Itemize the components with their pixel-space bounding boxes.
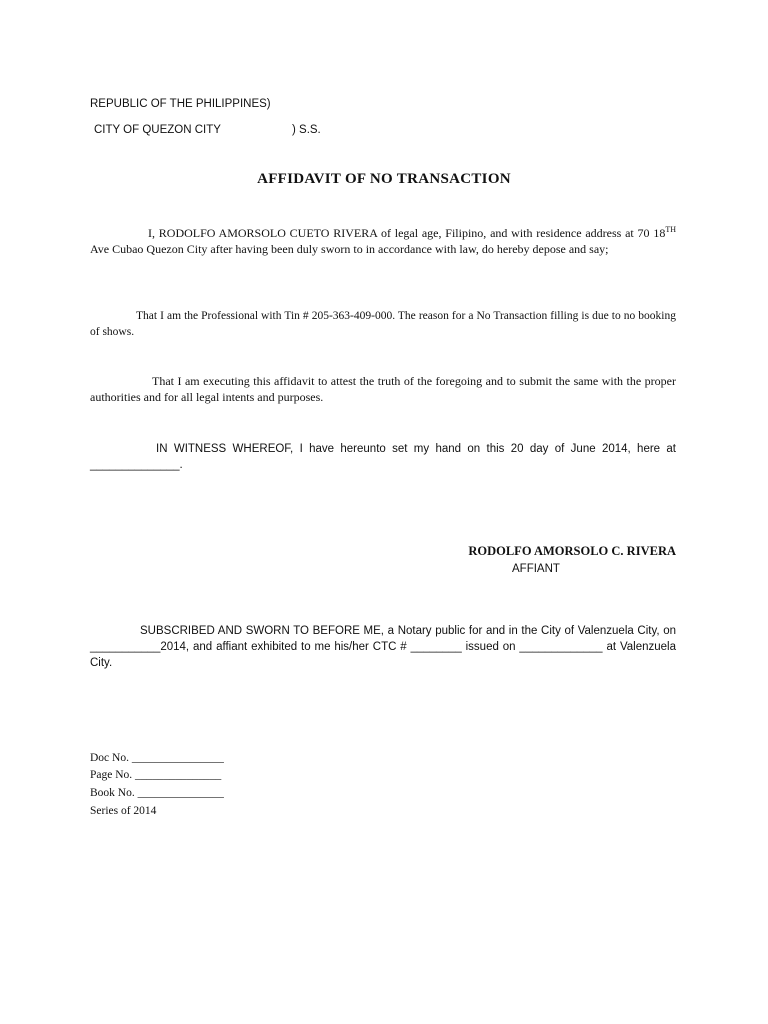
paragraph-affiant-identity bbox=[90, 225, 676, 257]
document-title: AFFIDAVIT OF NO TRANSACTION bbox=[257, 171, 511, 187]
header-city: CITY OF QUEZON CITY bbox=[94, 124, 221, 136]
book-no-blank: _______________ bbox=[137, 787, 224, 799]
paragraph-notary-jurat: SUBSCRIBED AND SWORN TO BEFORE ME, a Notary public for and in the City of Valenzuela City, on ___________2014, and affiant exhibited to me his/her CTC # ________ issued on _____________ at Valenzuela City. bbox=[90, 625, 676, 669]
doc-no-blank: ________________ bbox=[131, 752, 224, 764]
doc-no-line bbox=[90, 750, 224, 766]
doc-no-label: Doc No. bbox=[90, 752, 132, 764]
header-ss: ) S.S. bbox=[292, 124, 321, 136]
header-republic: REPUBLIC OF THE PHILIPPINES) bbox=[90, 98, 271, 110]
paragraph-tin-statement: That I am the Professional with Tin # 205-363-409-000. The reason for a No Transaction filling is due to no booking of shows. bbox=[90, 310, 676, 338]
series-line: Series of 2014 bbox=[90, 805, 157, 817]
page-no-label: Page No. bbox=[90, 769, 136, 781]
ordinal-superscript: TH bbox=[665, 225, 676, 234]
book-no-label: Book No. bbox=[90, 787, 138, 799]
affiant-role: AFFIANT bbox=[512, 563, 560, 575]
paragraph-affiant-identity-text-b: Ave Cubao Quezon City after having been duly sworn to in accordance with law, do hereby depose and say; bbox=[90, 242, 609, 256]
page-no-line bbox=[90, 767, 221, 783]
paragraph-purpose: That I am executing this affidavit to attest the truth of the foregoing and to submit the same with the proper authorities and for all legal intents and purposes. bbox=[90, 374, 676, 404]
paragraph-affiant-identity-text-a: I, RODOLFO AMORSOLO CUETO RIVERA of legal age, Filipino, and with residence address at 70 18 bbox=[148, 226, 666, 240]
book-no-line bbox=[90, 785, 224, 801]
affiant-name: RODOLFO AMORSOLO C. RIVERA bbox=[468, 544, 676, 558]
paragraph-witness: IN WITNESS WHEREOF, I have hereunto set my hand on this 20 day of June 2014, here at ______________. bbox=[90, 443, 676, 471]
page-no-blank: _______________ bbox=[135, 769, 222, 781]
